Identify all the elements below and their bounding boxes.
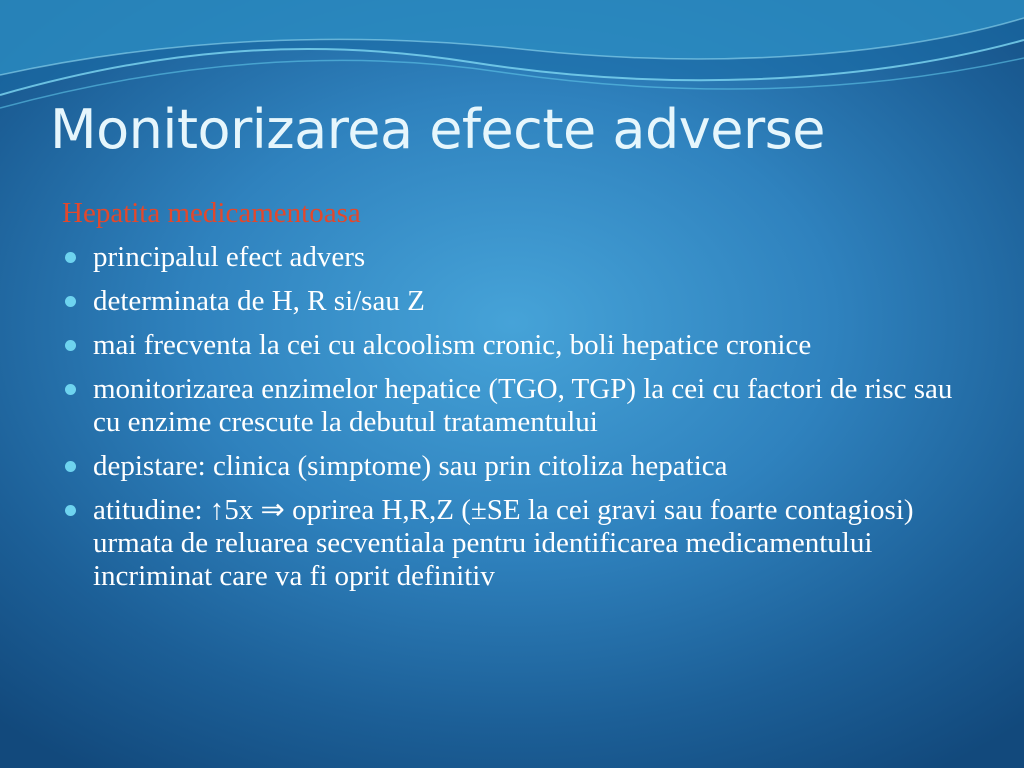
bullet-dot-icon (65, 340, 76, 351)
bullet-list (62, 241, 962, 593)
bullet-text: mai frecventa la cei cu alcoolism cronic, boli hepatice cronice (93, 329, 812, 361)
bullet-item (62, 241, 962, 274)
bullet-dot-icon (65, 252, 76, 263)
bullet-text: determinata de H, R si/sau Z (93, 285, 425, 317)
bullet-item (62, 329, 962, 362)
bullet-dot-icon (65, 505, 76, 516)
bullet-text: principalul efect advers (93, 241, 366, 273)
slide-title: Monitorizarea efecte adverse (50, 98, 826, 161)
bullet-text: monitorizarea enzimelor hepatice (TGO, TGP) la cei cu factori de risc sau cu enzime crescute la debutul tratamentului (93, 373, 953, 438)
bullet-item (62, 285, 962, 318)
bullet-dot-icon (65, 296, 76, 307)
bullet-dot-icon (65, 384, 76, 395)
bullet-text: depistare: clinica (simptome) sau prin citoliza hepatica (93, 450, 728, 482)
bullet-text: atitudine: ↑5x ⇒ oprirea H,R,Z (±SE la cei gravi sau foarte contagiosi) urmata de reluarea secventiala pentru identificarea medicamentului incriminat care va fi oprit definitiv (93, 494, 914, 592)
bullet-item (62, 494, 962, 593)
bullet-item (62, 450, 962, 483)
bullet-item (62, 373, 962, 439)
slide-content (62, 197, 962, 604)
bullet-dot-icon (65, 461, 76, 472)
slide-subtitle: Hepatita medicamentoasa (62, 197, 361, 229)
